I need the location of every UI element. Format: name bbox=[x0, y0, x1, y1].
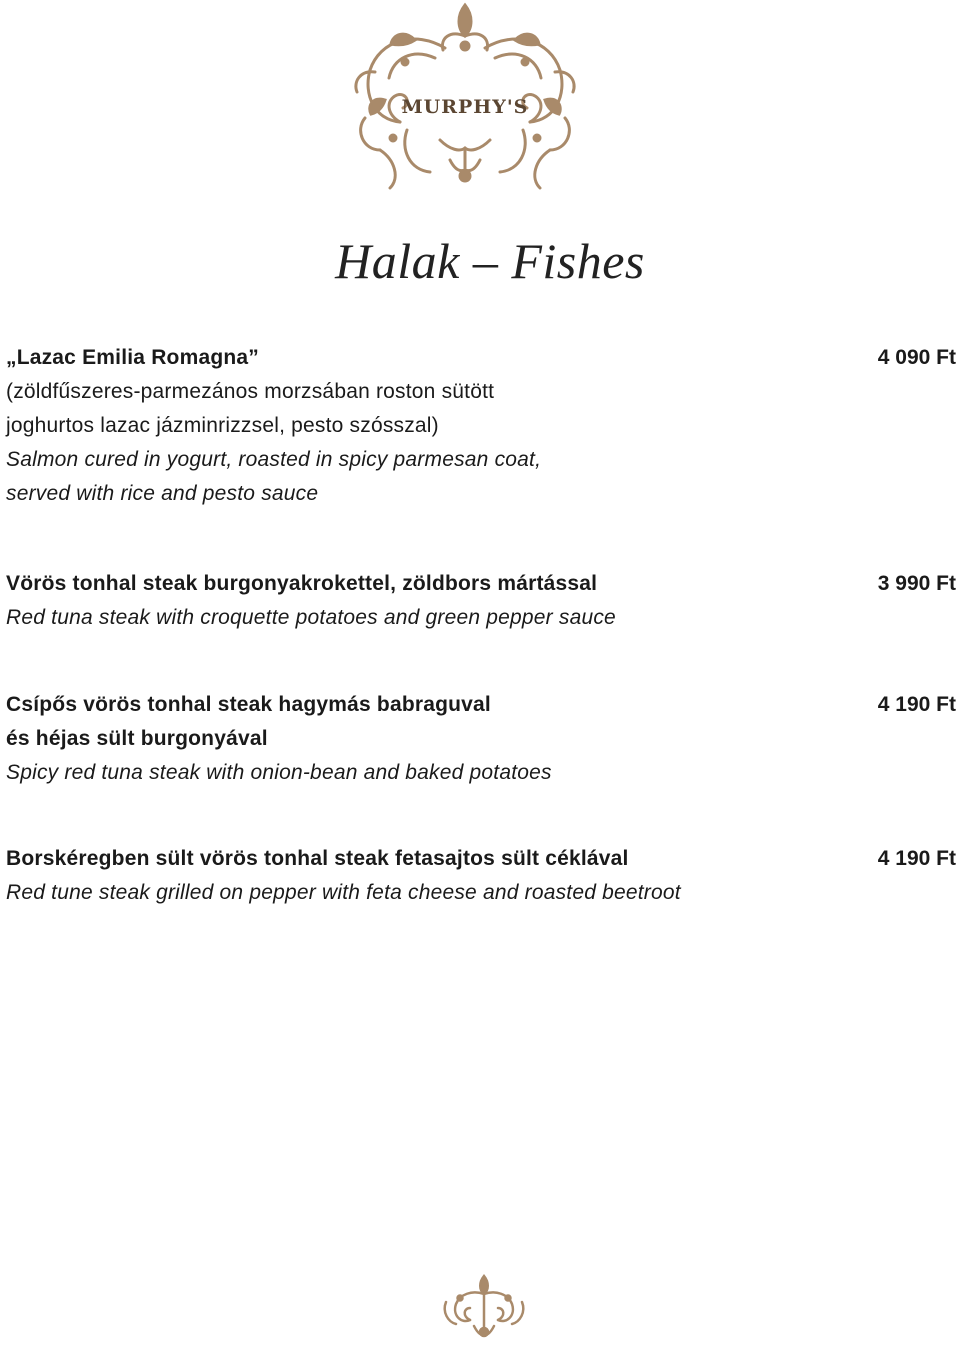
dish-name: Borskéregben sült vörös tonhal steak fetasajtos sült céklával bbox=[6, 847, 629, 870]
menu-item bbox=[6, 341, 956, 511]
ornament-flourish-icon bbox=[438, 1272, 530, 1342]
restaurant-logo bbox=[345, 0, 585, 195]
dish-description-hu: (zöldfűszeres-parmezános morzsában roston sütött bbox=[6, 380, 495, 403]
menu-item bbox=[6, 688, 956, 790]
dish-description-en: Salmon cured in yogurt, roasted in spicy parmesan coat, bbox=[6, 448, 542, 471]
section-title: Halak – Fishes bbox=[335, 233, 645, 289]
dish-price: 4 190 Ft bbox=[877, 847, 956, 870]
dish-description-en: Red tune steak grilled on pepper with feta cheese and roasted beetroot bbox=[6, 881, 681, 904]
menu-item bbox=[6, 842, 956, 910]
dish-name: Csípős vörös tonhal steak hagymás babraguval bbox=[6, 693, 491, 716]
footer-ornament bbox=[438, 1272, 530, 1342]
dish-price: 3 990 Ft bbox=[877, 572, 956, 595]
dish-name-continued: és héjas sült burgonyával bbox=[6, 727, 268, 750]
dish-description-en: served with rice and pesto sauce bbox=[6, 482, 319, 505]
dish-price: 4 090 Ft bbox=[877, 346, 956, 369]
dish-name: „Lazac Emilia Romagna” bbox=[6, 346, 259, 369]
dish-name: Vörös tonhal steak burgonyakrokettel, zöldbors mártással bbox=[6, 572, 598, 595]
dish-description-hu: joghurtos lazac jázminrizzsel, pesto szósszal) bbox=[6, 414, 439, 437]
dish-description-en: Red tuna steak with croquette potatoes and green pepper sauce bbox=[6, 606, 616, 629]
dish-price: 4 190 Ft bbox=[877, 693, 956, 716]
menu-item bbox=[6, 567, 956, 635]
dish-description-en: Spicy red tuna steak with onion-bean and baked potatoes bbox=[6, 761, 552, 784]
logo-text: MURPHY'S bbox=[401, 96, 529, 118]
